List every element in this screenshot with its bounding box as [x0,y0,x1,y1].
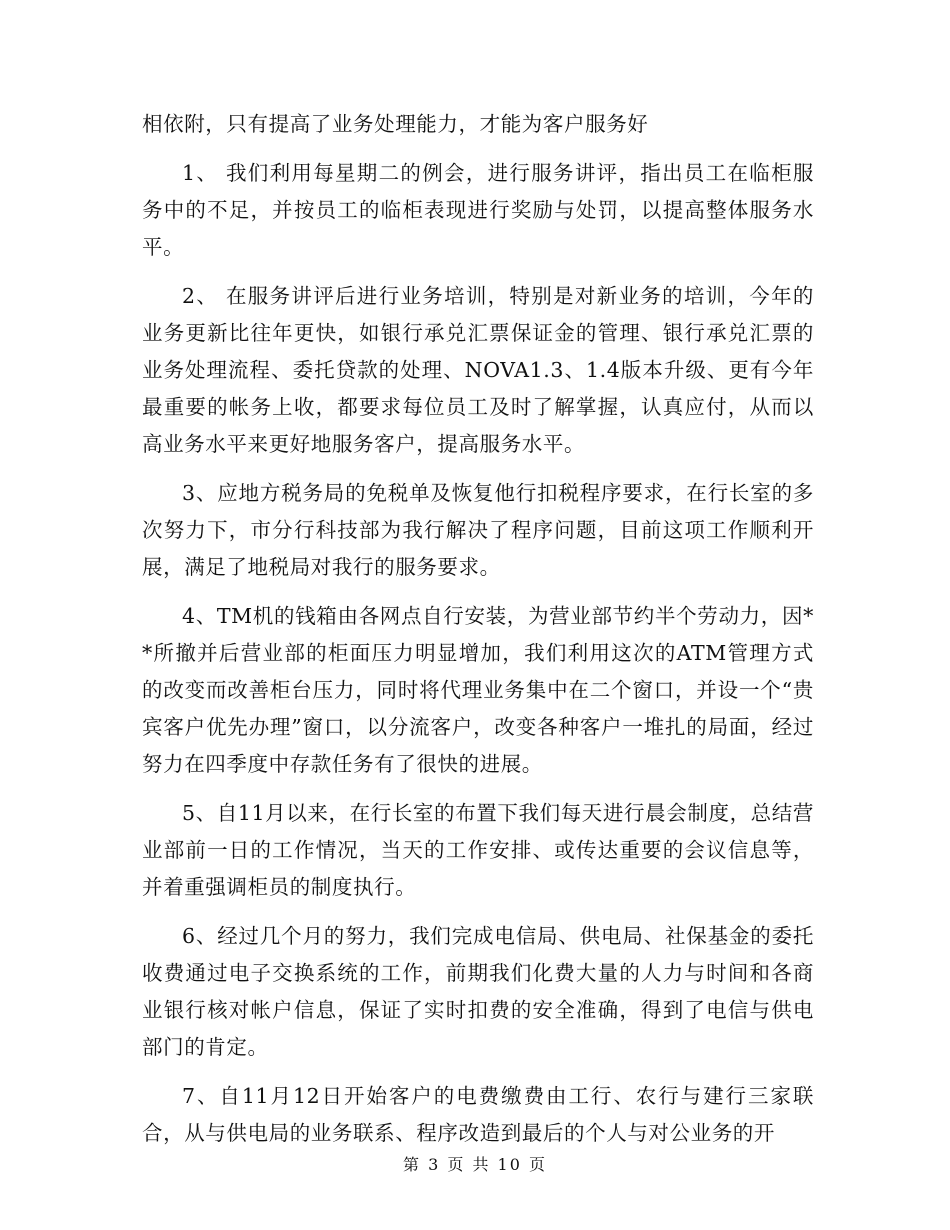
page-number-footer: 第 3 页 共 10 页 [403,1155,547,1174]
paragraph-continuation: 相依附，只有提高了业务处理能力，才能为客户服务好 [142,112,649,136]
paragraph-item-2: 2、 在服务讲评后进行业务培训，特别是对新业务的培训，今年的业务更新比往年更快，如银行承兑汇票保证金的管理、银行承兑汇票的业务处理流程、委托贷款的处理、NOVA1.3、1.4版本升级、更有今年最重要的帐务上收，都要求每位员工及时了解掌握，认真应付，从而以高业务水平来更好地服务客户，提高服务水平。 [142,284,814,456]
paragraph-item-6: 6、经过几个月的努力，我们完成电信局、供电局、社保基金的委托收费通过电子交换系统的工作，前期我们化费大量的人力与时间和各商业银行核对帐户信息，保证了实时扣费的安全准确，得到了电信与供电部门的肯定。 [142,924,814,1059]
paragraph-item-5: 5、自11月以来，在行长室的布置下我们每天进行晨会制度，总结营业部前一日的工作情况，当天的工作安排、或传达重要的会议信息等，并着重强调柜员的制度执行。 [142,801,814,899]
paragraph-item-7: 7、自11月12日开始客户的电费缴费由工行、农行与建行三家联合，从与供电局的业务联系、程序改造到最后的个人与对公业务的开 [142,1084,814,1145]
paragraph-item-3: 3、应地方税务局的免税单及恢复他行扣税程序要求，在行长室的多次努力下，市分行科技部为我行解决了程序问题，目前这项工作顺利开展，满足了地税局对我行的服务要求。 [142,481,814,579]
document-body [142,106,814,1152]
paragraph-item-1: 1、 我们利用每星期二的例会，进行服务讲评，指出员工在临柜服务中的不足，并按员工的临柜表现进行奖励与处罚，以提高整体服务水平。 [142,161,814,259]
paragraph-item-4: 4、TM机的钱箱由各网点自行安装，为营业部节约半个劳动力，因**所撤并后营业部的柜面压力明显增加，我们利用这次的ATM管理方式的改变而改善柜台压力，同时将代理业务集中在二个窗口，并设一个“贵宾客户优先办理”窗口，以分流客户，改变各种客户一堆扎的局面，经过努力在四季度中存款任务有了很快的进展。 [142,604,814,776]
